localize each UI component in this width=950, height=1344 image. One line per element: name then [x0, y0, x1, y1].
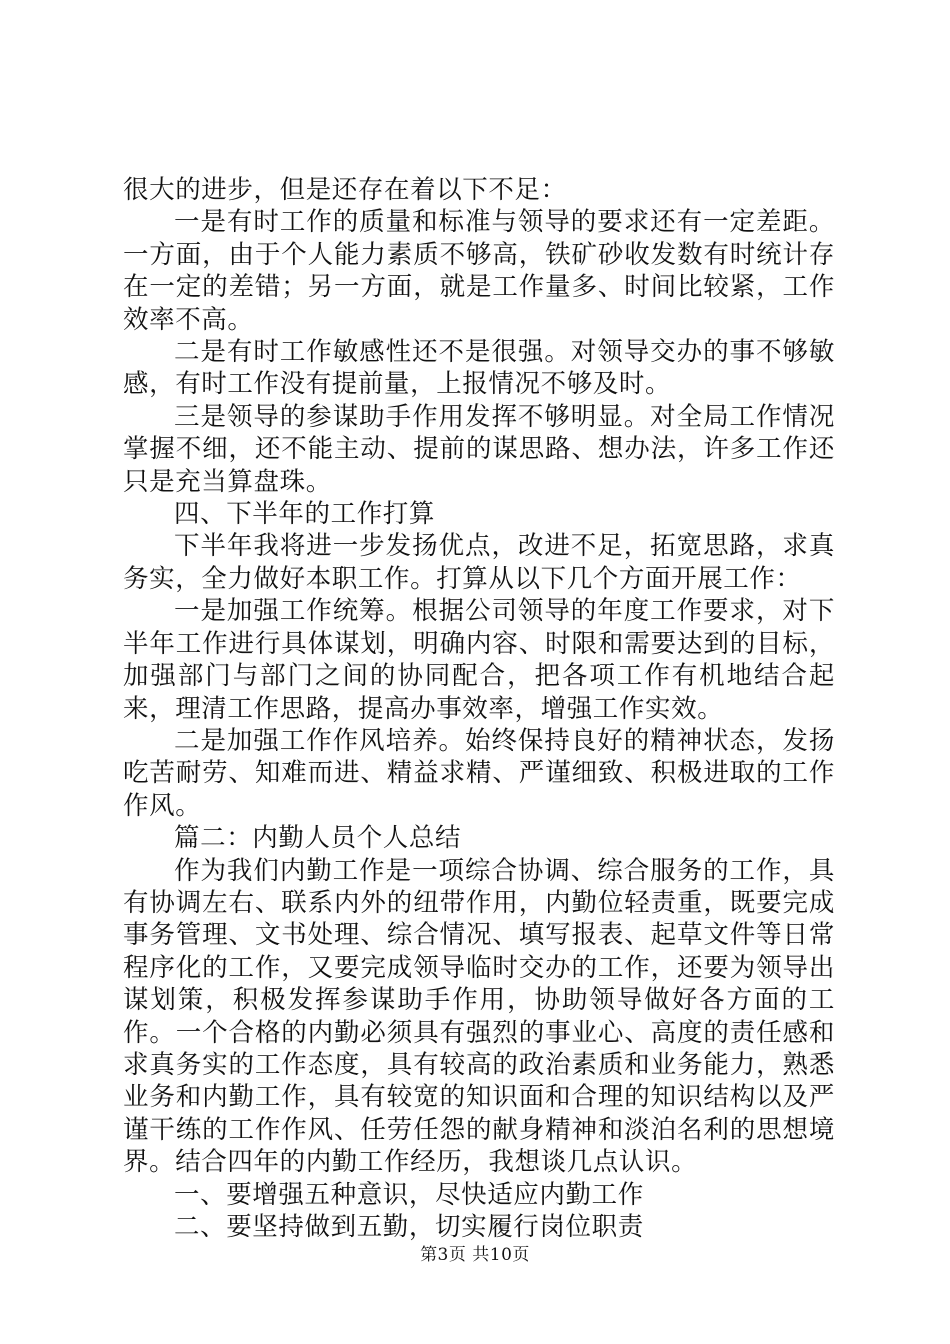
document-body — [123, 174, 835, 1243]
paragraph-continuation: 很大的进步，但是还存在着以下不足： — [123, 175, 567, 205]
paragraph-shortcoming-1: 一是有时工作的质量和标准与领导的要求还有一定差距。一方面，由于个人能力素质不够高，铁矿砂收发数有时统计存在一定的差错；另一方面，就是工作量多、时间比较紧，工作效率不高。 — [123, 207, 835, 335]
paragraph-part-two-intro: 作为我们内勤工作是一项综合协调、综合服务的工作，具有协调左右、联系内外的纽带作用，内勤位轻责重，既要完成事务管理、文书处理、综合情况、填写报表、起草文件等日常程序化的工作，又要完成领导临时交办的工作，还要为领导出谋划策，积极发挥参谋助手作用，协助领导做好各方面的工作。一个合格的内勤必须具有强烈的事业心、高度的责任感和求真务实的工作态度，具有较高的政治素质和业务能力，熟悉业务和内勤工作，具有较宽的知识面和合理的知识结构以及严谨干练的工作作风、任劳任怨的献身精神和淡泊名利的思想境界。结合四年的内勤工作经历，我想谈几点认识。 — [123, 855, 835, 1178]
paragraph-plan-2: 二是加强工作作风培养。始终保持良好的精神状态，发扬吃苦耐劳、知难而进、精益求精、严谨细致、积极进取的工作作风。 — [123, 725, 835, 821]
section-heading-part-two: 篇二：内勤人员个人总结 — [174, 823, 462, 854]
paragraph-shortcoming-2: 二是有时工作敏感性还不是很强。对领导交办的事不够敏感，有时工作没有提前量，上报情况不够及时。 — [123, 337, 835, 400]
section-heading-awareness: 一、要增强五种意识，尽快适应内勤工作 — [174, 1179, 644, 1210]
page-number-footer: 第3页 共10页 — [420, 1245, 530, 1265]
paragraph-shortcoming-3: 三是领导的参谋助手作用发挥不够明显。对全局工作情况掌握不细，还不能主动、提前的谋思路、想办法，许多工作还只是充当算盘珠。 — [123, 401, 835, 497]
paragraph-plan-1: 一是加强工作统筹。根据公司领导的年度工作要求，对下半年工作进行具体谋划，明确内容、时限和需要达到的目标，加强部门与部门之间的协同配合，把各项工作有机地结合起来，理清工作思路，提高办事效率，增强工作实效。 — [123, 596, 835, 724]
section-heading-diligence: 二、要坚持做到五勤，切实履行岗位职责 — [174, 1212, 644, 1242]
section-heading-plan: 四、下半年的工作打算 — [174, 499, 436, 530]
paragraph-plan-intro: 下半年我将进一步发扬优点，改进不足，拓宽思路，求真务实，全力做好本职工作。打算从以下几个方面开展工作： — [123, 531, 835, 594]
